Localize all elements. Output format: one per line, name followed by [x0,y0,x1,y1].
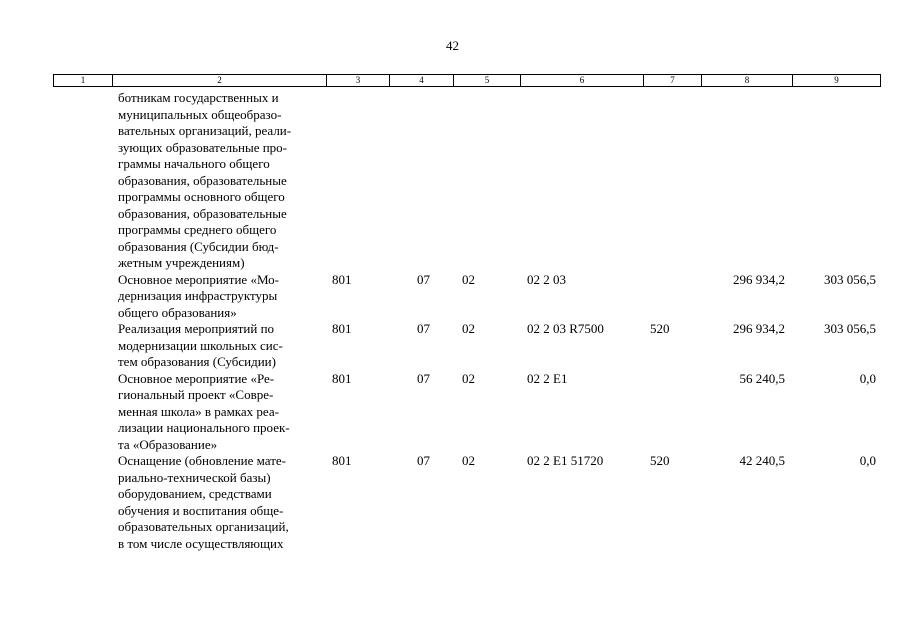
row-code-4: 07 [417,370,430,386]
column-header-2: 2 [112,74,326,87]
column-header-6: 6 [520,74,643,87]
table-row [0,90,905,272]
column-header-7: 7 [643,74,701,87]
row-code-7: 520 [650,453,670,468]
row-code-6: 02 2 E1 [527,370,568,386]
row-code-6: 02 2 03 R7500 [527,321,604,336]
row-description: Основное мероприятие «Мо- дернизация инфраструктуры общего образования» [118,271,280,320]
row-code-5: 02 [462,453,475,468]
row-code-4: 07 [417,453,430,468]
column-header-8: 8 [701,74,792,87]
row-description: Основное мероприятие «Ре- гиональный проект «Совре- менная школа» в рамках реа- лизации национального проек- та «Образование» [118,370,290,452]
row-amount-9: 303 056,5 [824,321,876,336]
row-code-3: 801 [332,453,352,468]
row-code-5: 02 [462,370,475,386]
row-amount-8: 296 934,2 [733,321,785,336]
row-amount-8: 56 240,5 [739,370,785,386]
row-code-7: 520 [650,321,670,336]
page-number: 42 [446,38,459,53]
row-code-5: 02 [462,271,475,287]
row-amount-8: 296 934,2 [733,271,785,287]
row-code-4: 07 [417,271,430,287]
row-code-3: 801 [332,321,352,336]
column-header-3: 3 [326,74,389,87]
column-header-5: 5 [453,74,520,87]
row-amount-8: 42 240,5 [739,453,785,468]
row-description: ботникам государственных и муниципальных общеобразо- вательных организаций, реали- зующих образовательные про- граммы начального общего образования, образовательные программы основного общего образования, образовательные программы среднего общего образования (Субсидии бюд- жетным учреждениям) [118,90,292,270]
column-header-1: 1 [53,74,112,87]
column-header-9: 9 [792,74,881,87]
row-code-6: 02 2 E1 51720 [527,453,604,468]
column-header-4: 4 [389,74,453,87]
row-code-3: 801 [332,271,352,287]
row-description: Оснащение (обновление мате- риально-технической базы) оборудованием, средствами обучения и воспитания обще- образовательных организаций, в том числе осуществляющих [118,453,289,551]
table-header-row [0,74,905,87]
table-row [0,453,905,552]
row-amount-9: 0,0 [859,370,876,386]
row-code-4: 07 [417,321,430,336]
table-row [0,272,905,322]
row-description: Реализация мероприятий по модернизации школьных сис- тем образования (Субсидии) [118,321,283,369]
row-amount-9: 303 056,5 [824,271,876,287]
table-row [0,371,905,454]
row-code-6: 02 2 03 [527,271,566,287]
row-amount-9: 0,0 [859,453,876,468]
table-body [0,90,905,552]
row-code-5: 02 [462,321,475,336]
table-row [0,321,905,371]
row-code-3: 801 [332,370,352,386]
